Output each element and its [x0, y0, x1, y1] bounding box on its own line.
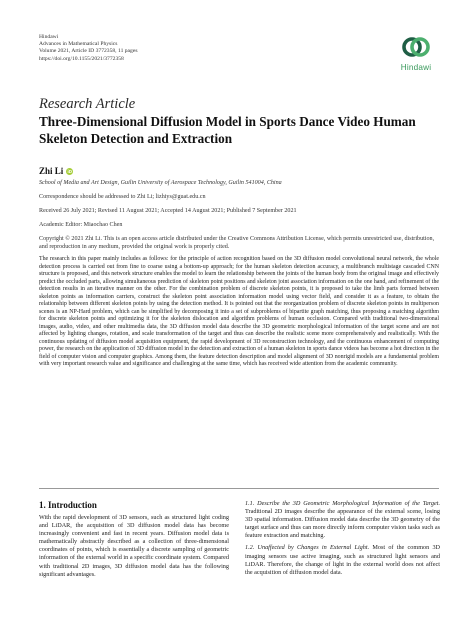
subsection-1-1-heading: 1.1. Describe the 3D Geometric Morphological Information of the Target. [245, 500, 440, 507]
copyright-notice: Copyright © 2021 Zhi Li. This is an open access article distributed under the Creative Commons Attribution License, which permits unrestricted use, distribution, and reproduction in any medium, provided the original work is properly cited. [39, 236, 435, 250]
journal-publisher: Hindawi [39, 34, 59, 40]
right-column [245, 500, 440, 581]
correspondence: Correspondence should be addressed to Zhi Li; lizhiys@guat.edu.cn [39, 194, 206, 200]
subsection-1-1 [245, 500, 440, 540]
academic-editor: Academic Editor: Miaochao Chen [39, 222, 123, 228]
two-column-body [39, 612, 439, 632]
publication-dates: Received 26 July 2021; Revised 11 August 2021; Accepted 14 August 2021; Published 7 September 2021 [39, 208, 297, 214]
author [39, 166, 73, 176]
article-title: Three-Dimensional Diffusion Model in Sports Dance Video Human Skeleton Detection and Extraction [39, 114, 416, 146]
affiliation: School of Media and Art Design, Guilin University of Aerospace Technology, Guilin 541004, China [39, 180, 282, 186]
journal-volume: Volume 2021, Article ID 3772358, 11 pages [39, 48, 138, 55]
journal-name: Advances in Mathematical Physics [39, 41, 118, 48]
intro-heading-visible: 1. Introduction [39, 500, 97, 510]
hindawi-logo-icon [401, 32, 431, 62]
article-type: Research Article [39, 96, 136, 112]
hindawi-logo-text: Hindawi [400, 63, 432, 72]
section-divider [39, 488, 439, 489]
subsection-1-1-body: Traditional 2D images describe the appearance of the external scene, losing 3D spatial information. Diffusion model data describe the 3D geometry of the target surface and thus can more directly inform computer vision tasks such as feature extraction and matching. [245, 508, 440, 540]
hindawi-logo [394, 32, 438, 72]
intro-paragraph: With the rapid development of 3D sensors, such as structured light coding and LiDAR, the acquisition of 3D diffusion model data has become increasingly convenient and fast in recent years. Diffusion model data is mathematically abstractly described as a collection of three-dimensional coordinates of points, which is essentially a discrete sampling of geometric information of the external world in a specific coordinate system. Compared with traditional 2D images, 3D diffusion model data has the following significant advantages. [39, 514, 229, 578]
abstract: The research in this paper mainly includes as follows: for the principle of action recognition based on the 3D diffusion model convolutional neural network, the whole detection process is carried out from fine to coarse using a bottom-up approach; for the human skeleton detection accuracy, a multibranch multistage cascaded CNN structure is proposed, and this network structure enables the model to learn the relationship between the joints of the human body from the original image and effectively predict the occluded parts, allowing simultaneous prediction of skeleton point positions and skeleton joint association information on the one hand, and refinement of the detection results in an iterative manner on the other. For the combination problem of discrete skeleton points, it is proposed to take the limb parts formed between skeleton points as information carriers, construct the skeleton point association information model using vector field, and consider it as a feature, to obtain the relationship between different skeleton points by using the detection method. It is pointed out that the reorganization problem of discrete skeleton points in multiperson scenes is an NP-Hard problem, which can be simplified by decomposing it into a set of subproblems of bipartite graph matching, thus proposing a matching algorithm for discrete skeleton points and optimizing it for the skeleton dislocation and algorithm problems of human occlusion. Compared with traditional two-dimensional images, audio, video, and other multimedia data, the 3D diffusion model data describe the 3D geometric morphological information of the target scene and are not affected by lighting changes, rotation, and scale transformation of the target and thus can describe the realistic scene more comprehensively and realistically. With the continuous updating of diffusion model acquisition equipment, the rapid development of 3D reconstruction technology, and the continuous enhancement of computing power, the research on the application of 3D diffusion model in the detection and extraction of a human skeleton in sports dance videos has become a hot direction in the field of computer vision and computer graphics. Among them, the feature detection description and model alignment of 3D nonrigid models are a fundamental problem with very important research value and significance and challenging at the same time, which has received wide attention from the academic community. [39, 256, 439, 367]
journal-info [39, 34, 138, 63]
orcid-icon[interactable]: iD [67, 168, 73, 174]
author-name[interactable]: Zhi Li [39, 166, 64, 176]
subsection-1-2 [245, 544, 440, 576]
subsection-1-2-body: Most of the common 3D imaging sensors use active imaging, such as structured light sensors and LiDAR. Therefore, the change of light in the external world does not affect the acquisition of diffusion model data. [245, 544, 441, 576]
subsection-1-2-heading: 1.2. Unaffected by Changes in External Light. [245, 544, 370, 552]
journal-doi-link[interactable]: https://doi.org/10.1155/2021/3772358 [39, 55, 124, 62]
